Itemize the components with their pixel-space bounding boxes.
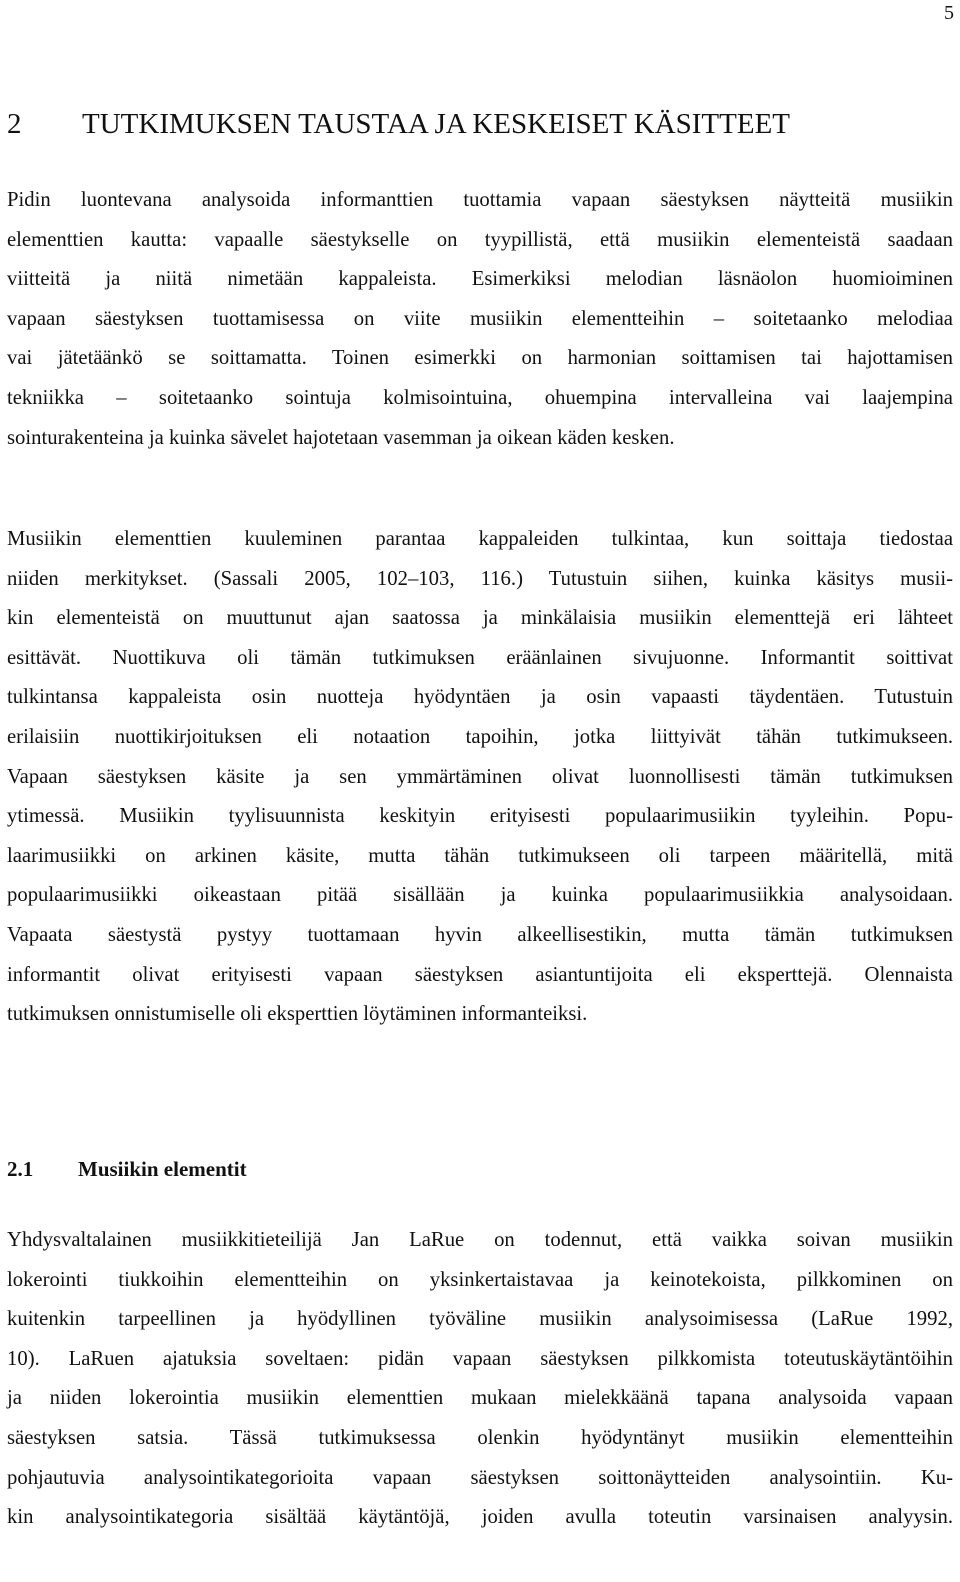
text-line: 10). LaRuen ajatuksia soveltaen: pidän vapaan säestyksen pilkkomista toteutuskäytäntöihin	[7, 1347, 953, 1370]
text-line: Musiikin elementtien kuuleminen parantaa kappaleiden tulkintaa, kun soittaja tiedostaa	[7, 528, 953, 550]
chapter-heading	[7, 106, 953, 142]
text-line: kin elementeistä on muuttunut ajan saatossa ja minkälaisia musiikin elementtejä eri lähteet	[7, 607, 953, 630]
text-line: viitteitä ja niitä nimetään kappaleista. Esimerkiksi melodian läsnäolon huomioiminen	[7, 268, 953, 291]
text-line: elementtien kautta: vapaalle säestykselle on tyypillistä, että musiikin elementeistä saadaan	[7, 228, 953, 251]
page-number: 5	[944, 2, 954, 24]
text-line: tulkintansa kappaleista osin nuotteja hyödyntäen ja osin vapaasti täydentäen. Tutustuin	[7, 686, 953, 709]
chapter-title: TUTKIMUKSEN TAUSTAA JA KESKEISET KÄSITTEET	[82, 108, 790, 140]
text-line: vapaan säestyksen tuottamisessa on viite musiikin elementteihin – soitetaanko melodiaa	[7, 307, 953, 330]
text-line: Vapaan säestyksen käsite ja sen ymmärtäminen olivat luonnollisesti tämän tutkimuksen	[7, 765, 953, 788]
text-line: laarimusiikki on arkinen käsite, mutta tähän tutkimukseen oli tarpeen määritellä, mitä	[7, 844, 953, 867]
text-line: kin analysointikategoria sisältää käytäntöjä, joiden avulla toteutin varsinaisen analyysin.	[7, 1506, 953, 1529]
text-line: säestyksen satsia. Tässä tutkimuksessa olenkin hyödyntänyt musiikin elementteihin	[7, 1426, 953, 1449]
chapter-number: 2	[7, 108, 22, 140]
text-line: Yhdysvaltalainen musiikkitieteilijä Jan LaRue on todennut, että vaikka soivan musiikin	[7, 1229, 953, 1251]
text-line: niiden merkitykset. (Sassali 2005, 102–103, 116.) Tutustuin siihen, kuinka käsitys musii-	[7, 567, 953, 590]
text-line: erilaisiin nuottikirjoituksen eli notaation tapoihin, jotka liittyivät tähän tutkimukseen.	[7, 725, 953, 748]
text-line: tekniikka – soitetaanko sointuja kolmisointuina, ohuempina intervalleina vai laajempina	[7, 386, 953, 409]
text-line: tutkimuksen onnistumiselle oli eksperttien löytäminen informanteiksi.	[7, 1003, 588, 1026]
text-line: vai jätetäänkö se soittamatta. Toinen esimerkki on harmonian soittamisen tai hajottamisen	[7, 347, 953, 370]
section-number: 2.1	[7, 1157, 34, 1181]
section-title: Musiikin elementit	[78, 1157, 247, 1181]
text-line: ytimessä. Musiikin tyylisuunnista keskityin erityisesti populaarimusiikin tyyleihin. Popu-	[7, 805, 953, 828]
text-line: lokerointi tiukkoihin elementteihin on yksinkertaistavaa ja keinotekoista, pilkkominen on	[7, 1268, 953, 1291]
text-line: esittävät. Nuottikuva oli tämän tutkimuksen eräänlainen sivujuonne. Informantit soittivat	[7, 646, 953, 669]
section-heading	[7, 1154, 247, 1184]
paragraph-2	[7, 520, 953, 1035]
text-line: ja niiden lokerointia musiikin elementtien mukaan mielekkäänä tapana analysoida vapaan	[7, 1387, 953, 1410]
text-line: informantit olivat erityisesti vapaan säestyksen asiantuntijoita eli eksperttejä. Olennaista	[7, 963, 953, 986]
paragraph-3	[7, 1221, 953, 1538]
text-line: sointurakenteina ja kuinka sävelet hajotetaan vasemman ja oikean käden kesken.	[7, 426, 675, 449]
text-line: populaarimusiikki oikeastaan pitää sisällään ja kuinka populaarimusiikkia analysoidaan.	[7, 884, 953, 907]
text-line: Pidin luontevana analysoida informanttien tuottamia vapaan säestyksen näytteitä musiikin	[7, 189, 953, 211]
text-line: kuitenkin tarpeellinen ja hyödyllinen työväline musiikin analysoimisessa (LaRue 1992,	[7, 1308, 953, 1331]
text-line: Vapaata säestystä pystyy tuottamaan hyvin alkeellisestikin, mutta tämän tutkimuksen	[7, 923, 953, 946]
paragraph-1	[7, 181, 953, 458]
text-line: pohjautuvia analysointikategorioita vapaan säestyksen soittonäytteiden analysointiin. Ku-	[7, 1466, 953, 1489]
